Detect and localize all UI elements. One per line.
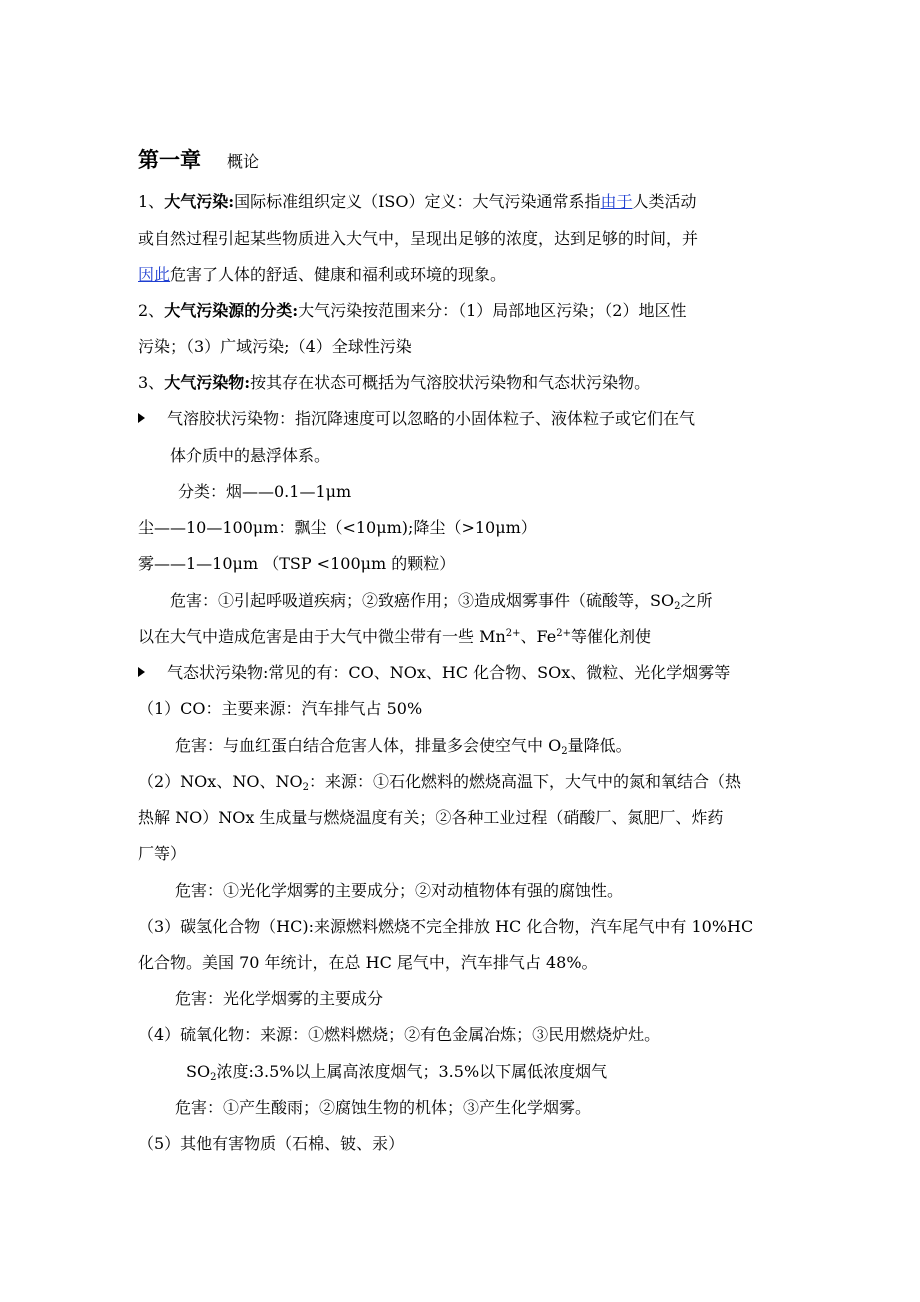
link-yinci[interactable]: 因此 xyxy=(138,265,171,284)
sox-harm: 危害：①产生酸雨；②腐蚀生物的机体；③产生化学烟雾。 xyxy=(175,1098,592,1117)
nox-text-cont: ：来源：①石化燃料的燃烧高温下，大气中的氮和氧结合（热 xyxy=(308,772,741,791)
sox-text-cont: 浓度:3.5%以上属高浓度烟气；3.5%以下属低浓度烟气 xyxy=(216,1062,608,1081)
aerosol-line-2: 体介质中的悬浮体系。 xyxy=(170,446,331,465)
hc-harm: 危害：光化学烟雾的主要成分 xyxy=(175,989,384,1008)
section-2-number: 2、 xyxy=(138,301,165,320)
nox-line-3: 厂等） xyxy=(138,844,187,863)
section-3-term: 大气污染物: xyxy=(164,373,251,392)
nox-text: （2）NOx、NO、NO xyxy=(138,772,303,791)
aerosol-harm-text-cont: 之所 xyxy=(680,591,713,610)
aerosol-dust: 尘——10—100μm：飘尘（<10μm);降尘（>10μm） xyxy=(138,518,537,537)
section-1-line-1 xyxy=(138,191,697,213)
section-1-text-end: 危害了人体的舒适、健康和福利或环境的现象。 xyxy=(170,265,507,284)
gas-line-1 xyxy=(138,662,730,684)
bullet-arrow-icon xyxy=(138,413,145,423)
aerosol-harm-line-2 xyxy=(138,626,651,648)
subscript: 2 xyxy=(561,746,568,757)
section-2-text: 大气污染按范围来分：（1）局部地区污染；（2）地区性 xyxy=(298,301,687,320)
superscript: 2+ xyxy=(505,628,521,639)
aerosol-definition: 气溶胶状污染物：指沉降速度可以忽略的小固体粒子、液体粒子或它们在气 xyxy=(167,409,696,428)
sox-concentration xyxy=(186,1061,607,1083)
section-1-text-cont: 人类活动 xyxy=(632,192,697,211)
other-substances: （5）其他有害物质（石棉、铍、汞） xyxy=(138,1134,405,1153)
section-1-line-3 xyxy=(138,264,506,286)
aerosol-line-1 xyxy=(138,408,695,430)
aerosol-harm-line-1 xyxy=(170,590,712,612)
aerosol-fog: 雾——1—10μm （TSP <100μm 的颗粒） xyxy=(138,554,456,573)
chapter-title: 概论 xyxy=(227,152,260,171)
section-2-line-2: 污染；（3）广域污染;（4）全球性污染 xyxy=(138,337,412,356)
aerosol-harm-text-3: 、Fe xyxy=(520,627,557,646)
co-harm-text: 危害：与血红蛋白结合危害人体，排量多会使空气中 O xyxy=(175,736,562,755)
section-1-line-2: 或自然过程引起某些物质进入大气中，呈现出足够的浓度，达到足够的时间，并 xyxy=(138,229,699,248)
section-1-text: 国际标准组织定义（ISO）定义：大气污染通常系指 xyxy=(234,192,601,211)
section-1-term: 大气污染: xyxy=(164,192,235,211)
aerosol-classification: 分类：烟——0.1—1μm xyxy=(178,482,352,501)
section-3-line-1 xyxy=(138,372,650,394)
chapter-number: 第一章 xyxy=(138,147,201,172)
co-source: （1）CO：主要来源：汽车排气占 50% xyxy=(138,699,423,718)
subscript: 2 xyxy=(674,601,681,612)
co-harm xyxy=(175,735,632,757)
gas-definition: 气态状污染物:常见的有：CO、NOx、HC 化合物、SOx、微粒、光化学烟雾等 xyxy=(167,663,731,682)
subscript: 2 xyxy=(210,1072,217,1083)
section-1-number: 1、 xyxy=(138,192,165,211)
section-3-number: 3、 xyxy=(138,373,165,392)
section-2-line-1 xyxy=(138,300,686,322)
nox-line-1 xyxy=(138,771,741,793)
hc-line-1: （3）碳氢化合物（HC):来源燃料燃烧不完全排放 HC 化合物，汽车尾气中有 10%HC xyxy=(138,917,754,936)
aerosol-harm-text-4: 等催化剂使 xyxy=(570,627,651,646)
nox-harm: 危害：①光化学烟雾的主要成分；②对动植物体有强的腐蚀性。 xyxy=(175,881,624,900)
subscript: 2 xyxy=(302,782,309,793)
link-youyu[interactable]: 由于 xyxy=(600,192,633,211)
aerosol-harm-text: 危害：①引起呼吸道疾病；②致癌作用；③造成烟雾事件（硫酸等，SO xyxy=(170,591,675,610)
sox-source: （4）硫氧化物：来源：①燃料燃烧；②有色金属冶炼；③民用燃烧炉灶。 xyxy=(138,1025,661,1044)
superscript: 2+ xyxy=(556,628,571,639)
co-harm-text-cont: 量降低。 xyxy=(567,736,632,755)
aerosol-harm-text-2: 以在大气中造成危害是由于大气中微尘带有一些 Mn xyxy=(138,627,506,646)
bullet-arrow-icon xyxy=(138,667,145,677)
nox-line-2: 热解 NO）NOx 生成量与燃烧温度有关；②各种工业过程（硝酸厂、氮肥厂、炸药 xyxy=(138,808,724,827)
sox-text: SO xyxy=(186,1062,211,1081)
section-2-term: 大气污染源的分类: xyxy=(164,301,299,320)
hc-line-2: 化合物。美国 70 年统计，在总 HC 尾气中，汽车排气占 48%。 xyxy=(138,953,598,972)
chapter-heading xyxy=(138,146,259,174)
section-3-text: 按其存在状态可概括为气溶胶状污染物和气态状污染物。 xyxy=(250,373,651,392)
